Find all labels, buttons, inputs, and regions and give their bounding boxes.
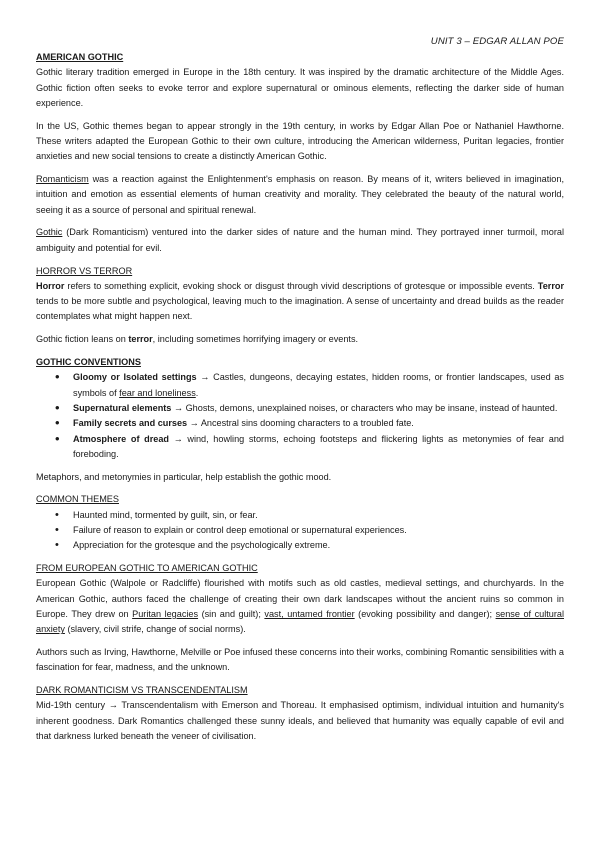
convention-text: → wind, howling storms, echoing footsteps and flickering lights as metonymies of fear and foreboding. (73, 433, 564, 459)
european-text-c: (evoking possibility and danger); (354, 609, 496, 619)
themes-list (36, 508, 564, 554)
paragraph-us-gothic: In the US, Gothic themes began to appear strongly in the 19th century, in works by Edgar Allan Poe or Nathaniel Hawthorne. These writers adapted the European Gothic to their own culture, introducing the American wilderness, Puritan legacies, frontier anxieties and new social tensions to create a distinctly American Gothic. (36, 120, 564, 162)
convention-term: Supernatural elements (73, 402, 172, 413)
european-text-a: European Gothic (Walpole or Radcliffe) flourished with motifs such as old castles, medieval settings, and churchyards. In the American Gothic, authors faced the challenge of creating their own dark landscapes without the ancient ruins so common in Europe. They drew on (36, 578, 564, 619)
paragraph-metaphors: Metaphors, and metonymies in particular, help establish the gothic mood. (36, 471, 332, 482)
leans-text-a: Gothic fiction leans on (36, 334, 129, 345)
list-item (70, 432, 564, 463)
leans-text-b: , including sometimes horrifying imagery or events. (152, 334, 359, 345)
conventions-list (36, 370, 564, 462)
term-cultural-anxiety: sense of cultural anxiety (36, 609, 564, 635)
term-gothic: Gothic (36, 227, 63, 238)
paragraph-gothic-tradition: Gothic literary tradition emerged in Europe in the 18th century. It was inspired by the dramatic architecture of the Middle Ages. Gothic fiction often seeks to evoke terror and explore supernatural or ominous elements, reflecting the darker side of human experience. (36, 67, 564, 108)
paragraph-gothic-leans (36, 332, 564, 347)
horror-text: refers to something explicit, evoking shock or disgust through vivid descriptions of grotesque or impossible events. (64, 280, 538, 291)
convention-text: → Ghosts, demons, unexplained noises, or characters who may be insane, instead of haunted. (171, 402, 558, 413)
romanticism-text: was a reaction against the Enlightenment's emphasis on reason. By means of it, writers believed in imagination, intuition and emotion as essential elements of human creativity and morality. They celebrated the beauty of the natural world, seeing it as a source of personal and spiritual renewal. (36, 174, 564, 215)
list-item (70, 416, 564, 431)
terror-text: tends to be more subtle and psychological, leaving much to the imagination. A sense of uncertainty and dread builds as the reader contemplates what might happen next. (36, 296, 564, 322)
term-romanticism: Romanticism (36, 174, 89, 185)
european-text-d: (slavery, civil strife, change of social norms). (64, 624, 246, 635)
term-terror: Terror (537, 280, 564, 291)
paragraph-romanticism (36, 172, 564, 218)
section-title-common-themes: COMMON THEMES (36, 494, 119, 505)
term-puritan-legacies: Puritan legacies (132, 609, 199, 619)
section-title-dark-vs-transcendentalism: DARK ROMANTICISM VS TRANSCENDENTALISM (36, 685, 248, 696)
term-horror: Horror (36, 280, 65, 291)
term-terror-bold: terror (128, 334, 153, 345)
list-item (70, 401, 564, 416)
convention-text: → Castles, dungeons, decaying estates, hidden rooms, or frontier landscapes, used as symbols of (73, 372, 564, 398)
list-item: • Haunted mind, tormented by guilt, sin, or fear. (70, 508, 564, 523)
list-item (70, 370, 564, 401)
term-vast-frontier: vast, untamed frontier (264, 609, 355, 619)
paragraph-horror-terror (36, 279, 564, 325)
list-item: • Failure of reason to explain or control deep emotional or supernatural experiences. (70, 523, 564, 538)
paragraph-dark-romanticism (36, 225, 564, 256)
page-header: UNIT 3 – EDGAR ALLAN POE (430, 36, 564, 47)
section-title-american-gothic: AMERICAN GOTHIC (36, 52, 124, 62)
convention-term: Gloomy or Isolated settings (73, 372, 197, 383)
convention-end: . (195, 387, 199, 398)
gothic-text: (Dark Romanticism) ventured into the darker sides of nature and the human mind. They portrayed inner turmoil, moral ambiguity and potential for evil. (36, 227, 564, 253)
paragraph-european-gothic (36, 576, 564, 637)
list-item: • Appreciation for the grotesque and the psychologically extreme. (70, 538, 564, 553)
section-title-gothic-conventions: GOTHIC CONVENTIONS (36, 357, 141, 368)
european-text-b: (sin and guilt); (198, 609, 265, 619)
paragraph-transcendentalism: Mid-19th century → Transcendentalism with Emerson and Thoreau. It emphasised optimism, individual intuition and humanity's inherent goodness. Dark Romantics challenged these sunny ideals, and believed that humanity was equally capable of evil and that darkness lurked beneath the veneer of civilisation. (36, 700, 564, 742)
convention-term: Family secrets and curses (73, 418, 188, 429)
section-title-horror-vs-terror: HORROR VS TERROR (36, 265, 133, 276)
document-body (36, 34, 564, 744)
convention-text: → Ancestral sins dooming characters to a troubled fate. (187, 418, 414, 429)
convention-term: Atmosphere of dread (73, 433, 169, 444)
section-title-european-to-american: FROM EUROPEAN GOTHIC TO AMERICAN GOTHIC (36, 563, 258, 574)
paragraph-authors: Authors such as Irving, Hawthorne, Melville or Poe infused these concerns into their works, combining Romantic sensibilities with a fascination for fear, madness, and the unknown. (36, 647, 564, 673)
convention-underline: fear and loneliness (119, 387, 196, 398)
